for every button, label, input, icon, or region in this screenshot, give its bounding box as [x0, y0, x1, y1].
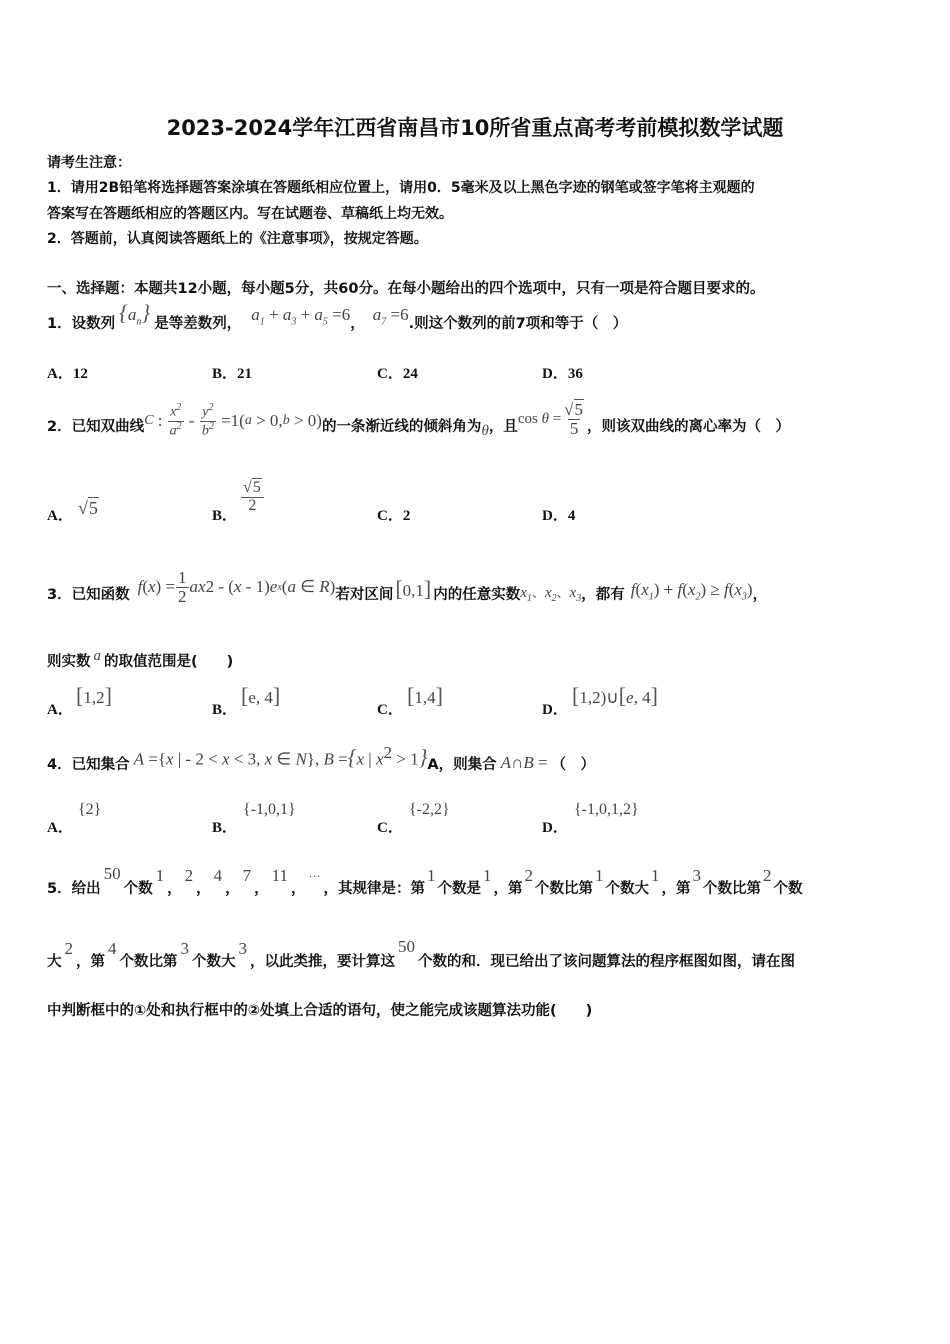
math-theta: θ: [481, 422, 489, 439]
q1-option-c[interactable]: C．24: [377, 366, 418, 382]
question-text: ，且: [488, 418, 518, 435]
q4-option-a-value: {2}: [78, 801, 102, 818]
q2-option-a[interactable]: A．: [47, 508, 73, 524]
question-5-line-2: 大 2 ，第 4 个数比第 3 个数大 3 ，以此类推，要计算这 50 个数的和．现已给出了该问题算法的程序框图如图，请在图: [47, 937, 795, 970]
math-sequence: $\{a_n\}$: [119, 300, 151, 328]
q3-option-c-value: [1,4]: [407, 683, 443, 708]
math-variables: $x_1$、$x_2$、$x_3$: [520, 585, 582, 604]
q3-option-b[interactable]: B．: [212, 702, 238, 718]
question-text: 已知双曲线: [71, 418, 145, 435]
question-number: 1．: [47, 315, 72, 332]
math-hyperbola: C : $\frac{x^2}{a^2}$ - $\frac{y^2}{b^2}$ =1( a > 0, b > 0): [144, 402, 322, 439]
question-2: [47, 395, 790, 455]
notice-line-2: 答案写在答题纸相应的答题区内。写在试题卷、草稿纸上均无效。: [47, 206, 453, 222]
q2-option-b[interactable]: B．: [212, 508, 238, 524]
question-5-line-3: 中判断框中的①处和执行框中的②处填上合适的语句，使之能完成该题算法功能( ): [47, 1003, 593, 1019]
question-number: 4．: [47, 756, 72, 773]
math-cos: cos θ = $\frac{√5}{5}$: [517, 399, 583, 438]
math-interval: [0,1]: [395, 576, 432, 601]
question-text: ，: [752, 586, 768, 603]
q4-option-d-value: {-1,0,1,2}: [574, 801, 639, 818]
question-text: ，则该双曲线的离心率为（ ）: [587, 418, 790, 435]
separator: ，: [350, 315, 365, 332]
question-text: 是等差数列，: [154, 315, 242, 332]
question-text: ，都有: [581, 586, 625, 603]
question-3-continued: [47, 650, 233, 671]
math-condition-2: $a_7 =6$: [372, 304, 409, 328]
question-text: 则实数: [47, 654, 91, 670]
q2-option-d[interactable]: D．4: [542, 508, 576, 524]
q4-option-d[interactable]: D．: [542, 820, 568, 836]
question-5-line-1: 5． 给出 50 个数 1 ， 2 ， 4 ， 7 ， 11 ， ··· ，其规律是：第 1 个数是 1 ，第 2 个数比第 1 个数大 1 ，第 3 个数比第 2 个数: [47, 864, 803, 897]
question-1: [47, 300, 628, 339]
question-3: [47, 563, 767, 623]
q2-option-b-value: $\frac{√5}{2}$: [240, 480, 265, 515]
question-text: 的取值范围是( ): [104, 654, 234, 670]
q3-option-c[interactable]: C．: [377, 702, 403, 718]
q2-option-c[interactable]: C．2: [377, 508, 411, 524]
question-text: 若对区间: [335, 586, 394, 603]
question-text: （ ）: [551, 756, 596, 773]
q1-option-d[interactable]: D．36: [542, 366, 583, 382]
q1-option-a[interactable]: A．12: [47, 366, 88, 382]
question-text: 已知函数: [71, 586, 130, 603]
q2-option-a-value: √5: [78, 498, 98, 518]
q4-option-c[interactable]: C．: [377, 820, 403, 836]
question-text: 设数列: [71, 315, 116, 332]
math-function: f ( x ) = $\frac{1}{2}$ ax 2 - ( x - 1) e x ( a ∈ R ): [137, 567, 336, 606]
question-number: 2．: [47, 418, 72, 435]
question-4: [47, 743, 595, 783]
question-text: A，则集合: [427, 756, 497, 773]
q4-option-c-value: {-2,2}: [409, 801, 450, 818]
q4-option-b-value: {-1,0,1}: [243, 801, 296, 818]
q4-option-b[interactable]: B．: [212, 820, 238, 836]
question-text: .则这个数列的前7项和等于（ ）: [408, 315, 628, 332]
q4-option-a[interactable]: A．: [47, 820, 73, 836]
math-condition-1: $a_1 + a_3 + a_5 =6$: [251, 304, 351, 328]
math-a: a: [93, 648, 101, 664]
q3-option-a[interactable]: A．: [47, 702, 73, 718]
section-heading: 一、选择题：本题共12小题，每小题5分，共60分。在每小题给出的四个选项中，只有一项是符合题目要求的。: [47, 281, 765, 297]
math-inequality: $f(x_1) + f(x_2) \ge f(x_3)$: [630, 579, 753, 603]
notice-line-1: 1．请用2B铅笔将选择题答案涂填在答题纸相应位置上，请用0．5毫米及以上黑色字迹的钢笔或签字笔将主观题的: [47, 180, 755, 196]
question-number: 5．: [47, 881, 72, 897]
q1-option-b[interactable]: B．21: [212, 366, 253, 382]
question-text: 内的任意实数: [433, 586, 521, 603]
question-text: 的一条渐近线的倾斜角为: [321, 418, 482, 435]
question-text: 已知集合: [71, 756, 130, 773]
notice-line-3: 2．答题前，认真阅读答题纸上的《注意事项》，按规定答题。: [47, 231, 428, 247]
q3-option-d[interactable]: D．: [542, 702, 568, 718]
q3-option-a-value: [1,2]: [76, 683, 112, 708]
q3-option-b-value: [e, 4]: [241, 683, 281, 708]
notice-heading: 请考生注意：: [47, 155, 131, 171]
math-intersection: A∩B =: [500, 753, 548, 772]
question-number: 3．: [47, 586, 72, 603]
math-sets: A ={x | - 2 < x < 3, x ∈ N}, B ={x | $x^2 > 1$}: [133, 743, 428, 770]
q3-option-d-value: [1,2)∪[e, 4]: [572, 683, 658, 708]
page-title: 2023-2024学年江西省南昌市10所省重点高考考前模拟数学试题: [166, 116, 784, 140]
